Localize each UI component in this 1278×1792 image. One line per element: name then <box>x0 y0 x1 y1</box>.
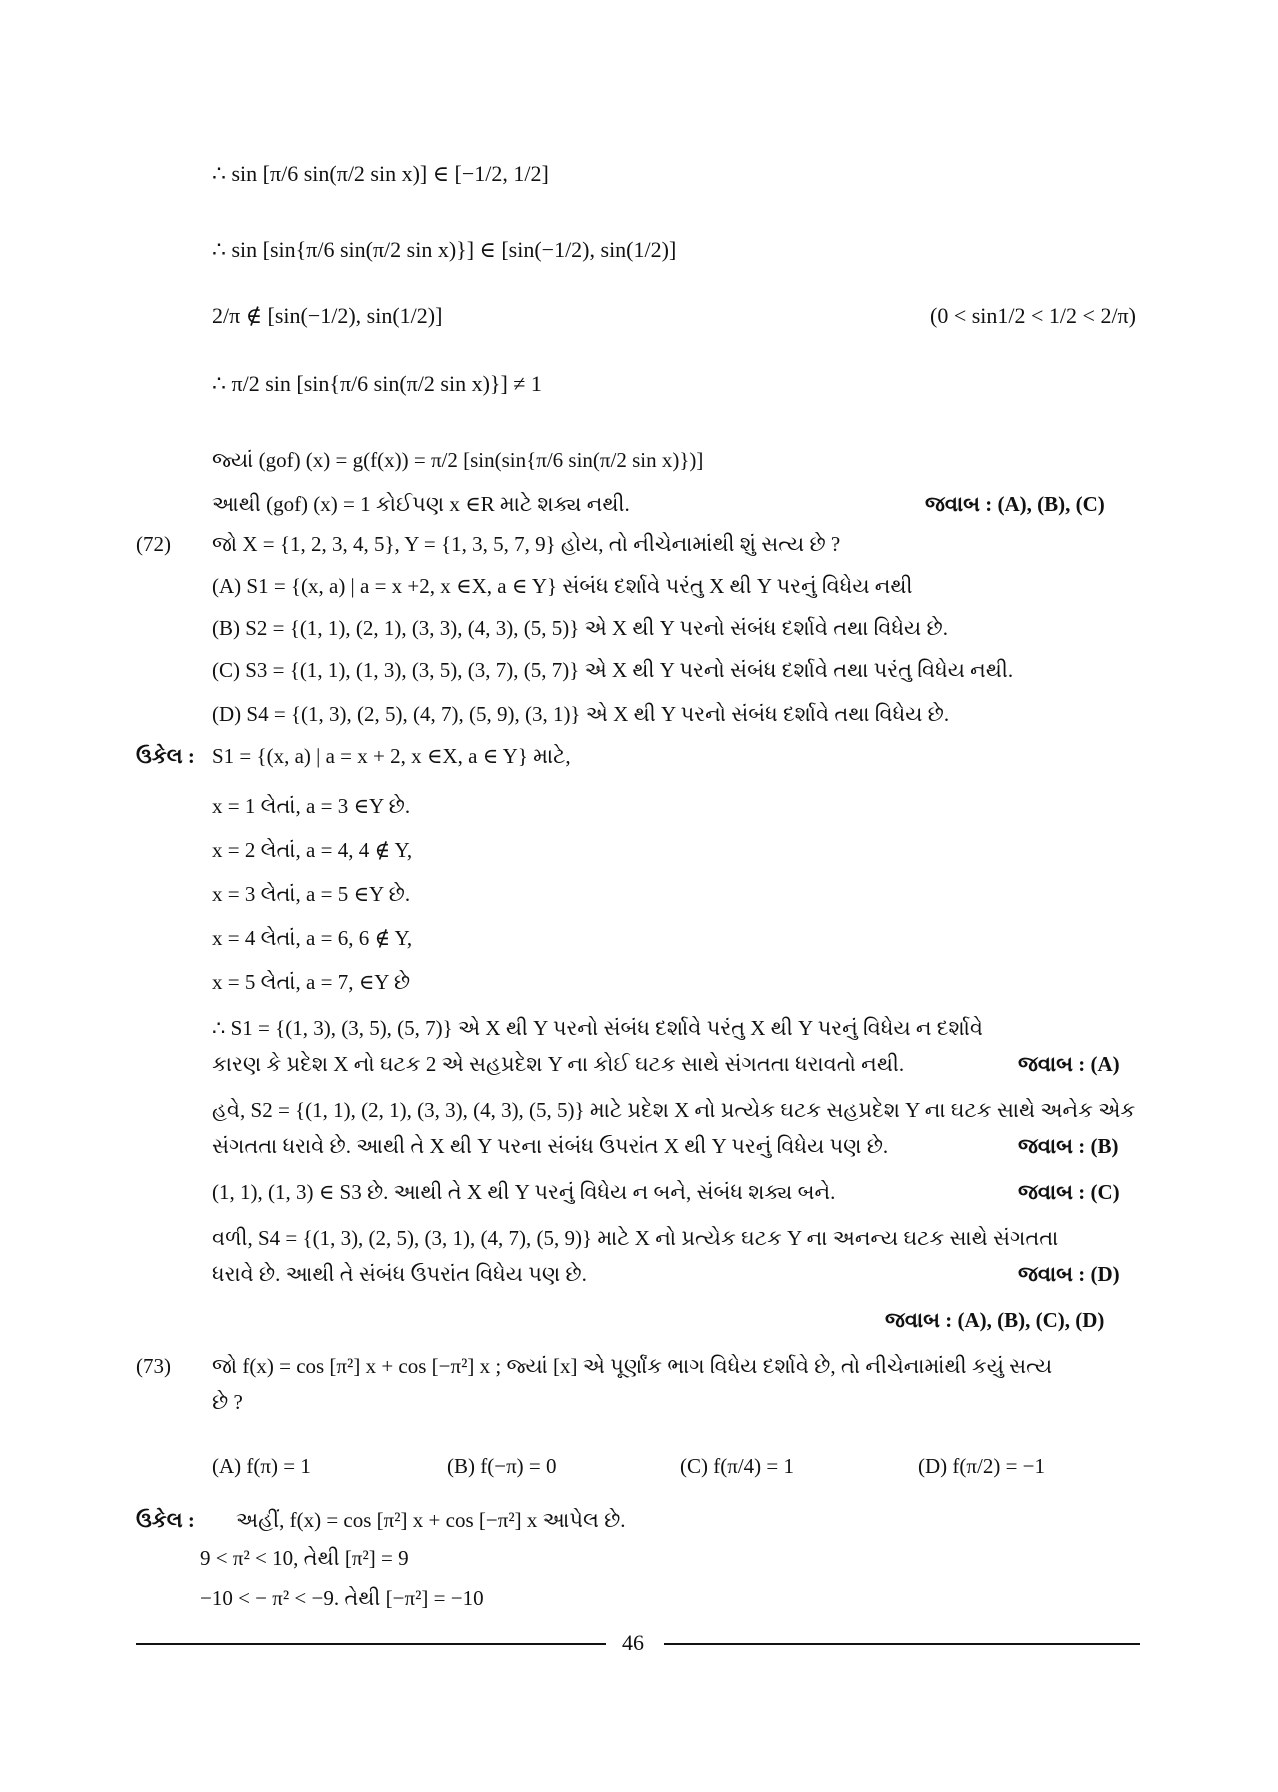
q72-answer-a: જવાબ : (A) <box>1018 1052 1120 1076</box>
q73-option-d: (D) f(π/2) = −1 <box>918 1454 1046 1478</box>
math-line-1: ∴ sin [π/6 sin(π/2 sin x)] ∈ [−1/2, 1/2] <box>212 161 549 186</box>
q72-para4-line1: વળી, S4 = {(1, 3), (2, 5), (3, 1), (4, 7), (5, 9)} માટે X નો પ્રત્યેક ઘટક Y ના અનન્ય ઘટક સાથે સંગતતા <box>212 1226 1059 1250</box>
q72-para4-line2: ધરાવે છે. આથી તે સંબંધ ઉપરાંત વિધેય પણ છે. <box>212 1262 587 1286</box>
q73-question-line2: છે ? <box>212 1390 243 1414</box>
q72-answer-d: જવાબ : (D) <box>1018 1262 1120 1286</box>
q73-question-line1: જો f(x) = cos [π²] x + cos [−π²] x ; જ્યાં [x] એ પૂર્ણાંક ભાગ વિધેય દર્શાવે છે, તો નીચેનામાંથી કયું સત્ય <box>212 1354 1053 1378</box>
q72-para2-line2: સંગતતા ધરાવે છે. આથી તે X થી Y પરના સંબંધ ઉપરાંત X થી Y પરનું વિધેય પણ છે. <box>212 1134 889 1158</box>
q72-answer-b: જવાબ : (B) <box>1018 1134 1119 1158</box>
q72-para1-line1: ∴ S1 = {(1, 3), (3, 5), (5, 7)} એ X થી Y પરનો સંબંધ દર્શાવે પરંતુ X થી Y પરનું વિધેય ન દર્શાવે <box>212 1016 983 1040</box>
footer-rule-right <box>664 1643 1140 1645</box>
q72-option-b: (B) S2 = {(1, 1), (2, 1), (3, 3), (4, 3), (5, 5)} એ X થી Y પરનો સંબંધ દર્શાવે તથા વિધેય છે. <box>212 616 948 640</box>
q72-solution-first: S1 = {(x, a) | a = x + 2, x ∈X, a ∈ Y} માટે, <box>212 744 571 768</box>
q72-option-c: (C) S3 = {(1, 1), (1, 3), (3, 5), (3, 7), (5, 7)} એ X થી Y પરનો સંબંધ દર્શાવે તથા પરંતુ વિધેય નથી. <box>212 658 1014 682</box>
q72-final-answer: જવાબ : (A), (B), (C), (D) <box>885 1308 1105 1332</box>
math-line-2: ∴ sin [sin{π/6 sin(π/2 sin x)}] ∈ [sin(−1/2), sin(1/2)] <box>212 237 677 262</box>
q72-step-3: x = 3 લેતાં, a = 5 ∈Y છે. <box>212 882 411 906</box>
q72-step-5: x = 5 લેતાં, a = 7, ∈Y છે <box>212 970 411 994</box>
q73-sol-line3: −10 < − π² < −9. તેથી [−π²] = −10 <box>200 1586 484 1610</box>
q73-option-a: (A) f(π) = 1 <box>212 1454 311 1478</box>
q72-step-2: x = 2 લેતાં, a = 4, 4 ∉ Y, <box>212 838 413 862</box>
q72-para3-line1: (1, 1), (1, 3) ∈ S3 છે. આથી તે X થી Y પરનું વિધેય ન બને, સંબંધ શક્ય બને. <box>212 1180 836 1204</box>
math-line-5: જ્યાં (gof) (x) = g(f(x)) = π/2 [sin(sin{π/6 sin(π/2 sin x)})] <box>212 448 704 472</box>
q73-option-b: (B) f(−π) = 0 <box>447 1454 557 1478</box>
q73-sol-line2: 9 < π² < 10, તેથી [π²] = 9 <box>200 1546 409 1570</box>
q72-ukel-label: ઉકેલ : <box>136 744 195 768</box>
q72-step-1: x = 1 લેતાં, a = 3 ∈Y છે. <box>212 794 411 818</box>
q72-option-a: (A) S1 = {(x, a) | a = x +2, x ∈X, a ∈ Y} સંબંધ દર્શાવે પરંતુ X થી Y પરનું વિધેય નથી <box>212 574 913 598</box>
math-line-3: 2/π ∉ [sin(−1/2), sin(1/2)] <box>212 303 443 328</box>
q73-ukel-label: ઉકેલ : <box>136 1508 195 1532</box>
q73-number: (73) <box>136 1354 171 1378</box>
q73-option-c: (C) f(π/4) = 1 <box>680 1454 795 1478</box>
q72-answer-c: જવાબ : (C) <box>1018 1180 1120 1204</box>
q72-option-d: (D) S4 = {(1, 3), (2, 5), (4, 7), (5, 9), (3, 1)} એ X થી Y પરનો સંબંધ દર્શાવે તથા વિધેય છે. <box>212 702 950 726</box>
math-line-6: આથી (gof) (x) = 1 કોઈપણ x ∈R માટે શક્ય નથી. <box>212 492 630 516</box>
side-note: (0 < sin1/2 < 1/2 < 2/π) <box>930 303 1136 328</box>
page-number: 46 <box>622 1630 644 1655</box>
answer-71: જવાબ : (A), (B), (C) <box>925 492 1105 516</box>
q72-para1-line2: કારણ કે પ્રદેશ X નો ઘટક 2 એ સહપ્રદેશ Y ના કોઈ ઘટક સાથે સંગતતા ધરાવતો નથી. <box>212 1052 905 1076</box>
math-line-4: ∴ π/2 sin [sin{π/6 sin(π/2 sin x)}] ≠ 1 <box>212 371 542 396</box>
q72-para2-line1: હવે, S2 = {(1, 1), (2, 1), (3, 3), (4, 3), (5, 5)} માટે પ્રદેશ X નો પ્રત્યેક ઘટક સહપ્રદેશ Y ના ઘટક સાથે અનેક એક <box>212 1098 1136 1122</box>
q72-question: જો X = {1, 2, 3, 4, 5}, Y = {1, 3, 5, 7, 9} હોય, તો નીચેનામાંથી શું સત્ય છે ? <box>212 532 841 556</box>
q73-sol-line1: અહીં, f(x) = cos [π²] x + cos [−π²] x આપેલ છે. <box>236 1508 626 1532</box>
q72-step-4: x = 4 લેતાં, a = 6, 6 ∉ Y, <box>212 926 413 950</box>
footer-rule-left <box>136 1643 606 1645</box>
q72-number: (72) <box>136 532 171 556</box>
